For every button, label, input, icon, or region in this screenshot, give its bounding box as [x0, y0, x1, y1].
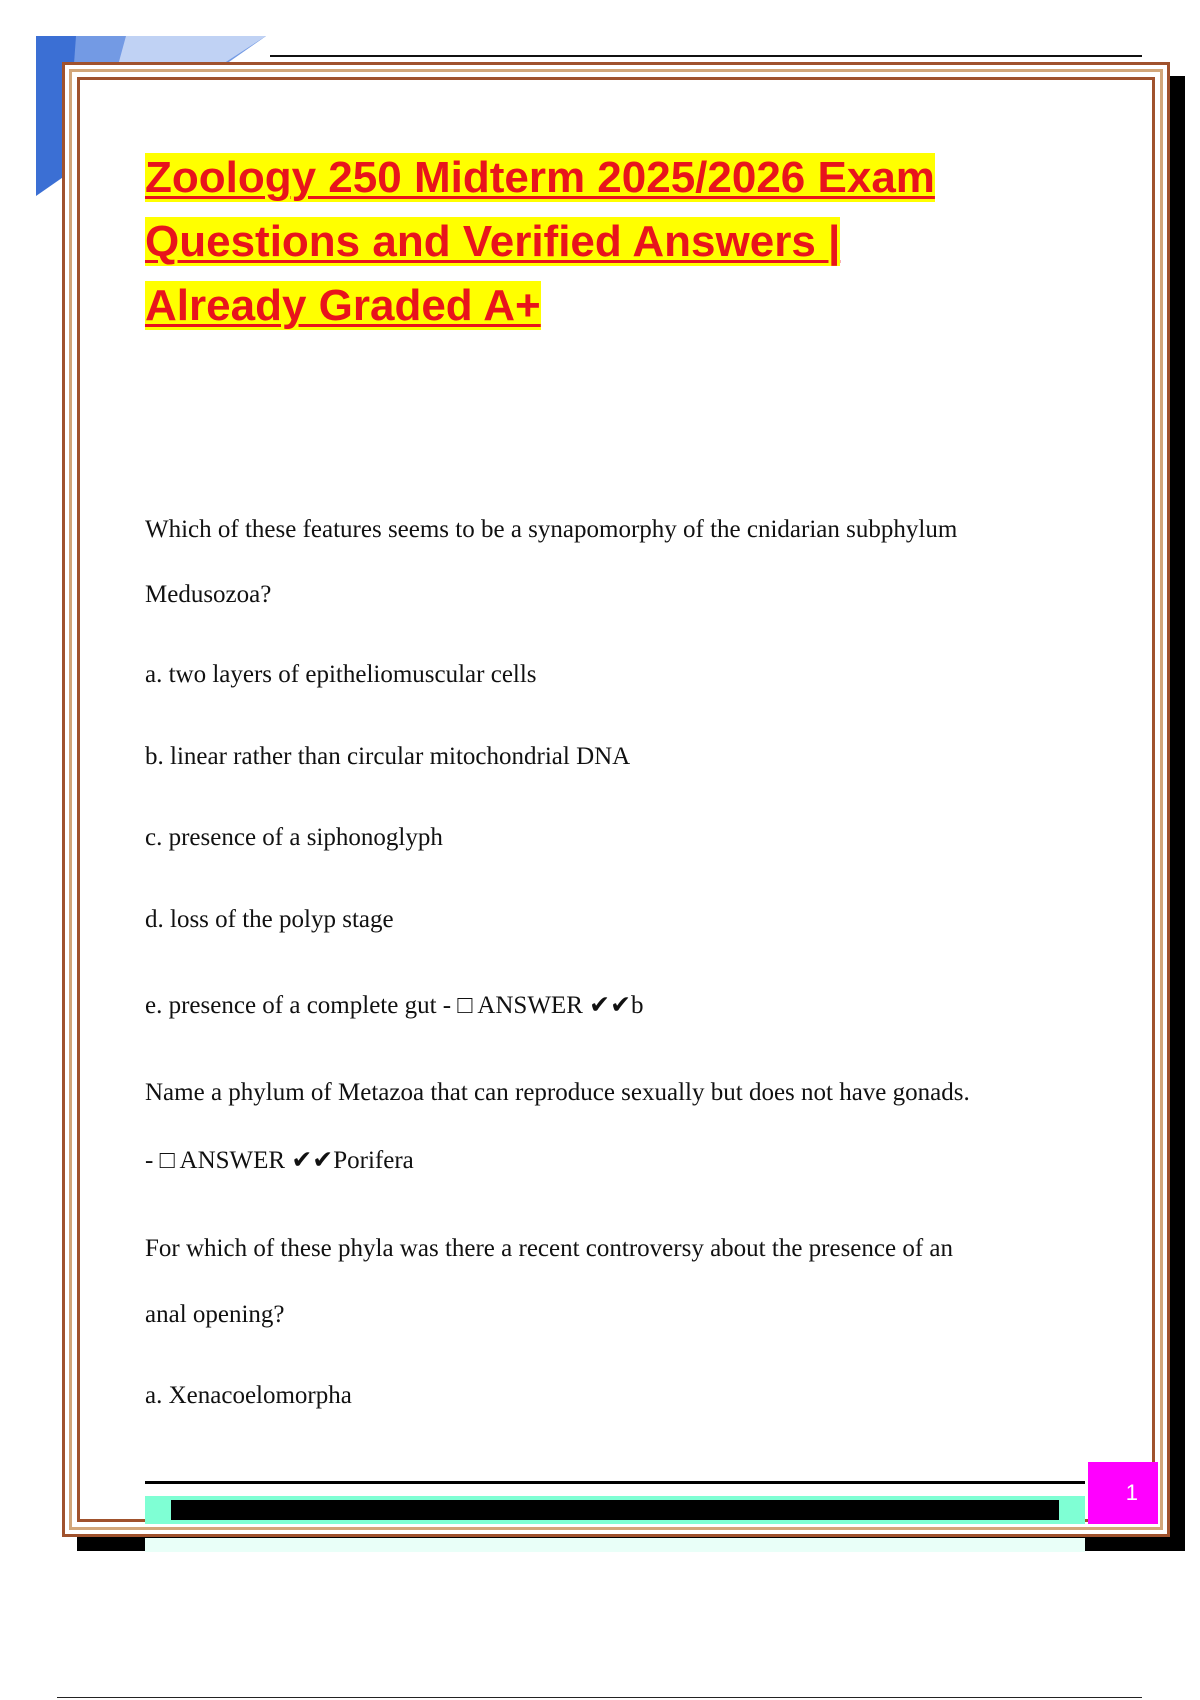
question-1-option-b: b. linear rather than circular mitochondrial DNA: [145, 743, 631, 770]
footer-shade: [145, 1538, 1085, 1552]
document-title: [145, 146, 1045, 338]
footer-rule: [145, 1481, 1085, 1484]
question-2-line-1: Name a phylum of Metazoa that can reproduce sexually but does not have gonads.: [145, 1079, 970, 1106]
question-1-option-d: d. loss of the polyp stage: [145, 906, 394, 933]
question-1-option-c: c. presence of a siphonoglyph: [145, 824, 443, 851]
question-1-line-2: Medusozoa?: [145, 581, 272, 608]
page-number-badge: 1: [1088, 1462, 1158, 1524]
question-3-line-2: anal opening?: [145, 1301, 285, 1328]
question-2-answer: - □ ANSWER ✔✔Porifera: [145, 1147, 414, 1174]
question-1-option-a: a. two layers of epitheliomuscular cells: [145, 661, 537, 688]
title-line-1: Zoology 250 Midterm 2025/2026 Exam: [145, 153, 935, 202]
top-rule: [270, 55, 1142, 57]
bottom-rule: [57, 1697, 1142, 1698]
question-3-line-1: For which of these phyla was there a recent controversy about the presence of an: [145, 1235, 954, 1262]
title-line-3: Already Graded A+: [145, 281, 541, 330]
question-3-option-a: a. Xenacoelomorpha: [145, 1382, 352, 1409]
question-1-line-1: Which of these features seems to be a synapomorphy of the cnidarian subphylum: [145, 516, 958, 543]
title-line-2: Questions and Verified Answers |: [145, 217, 841, 266]
question-1-option-e-answer: e. presence of a complete gut - □ ANSWER ✔✔b: [145, 992, 644, 1019]
footer-bar: [145, 1496, 1085, 1524]
